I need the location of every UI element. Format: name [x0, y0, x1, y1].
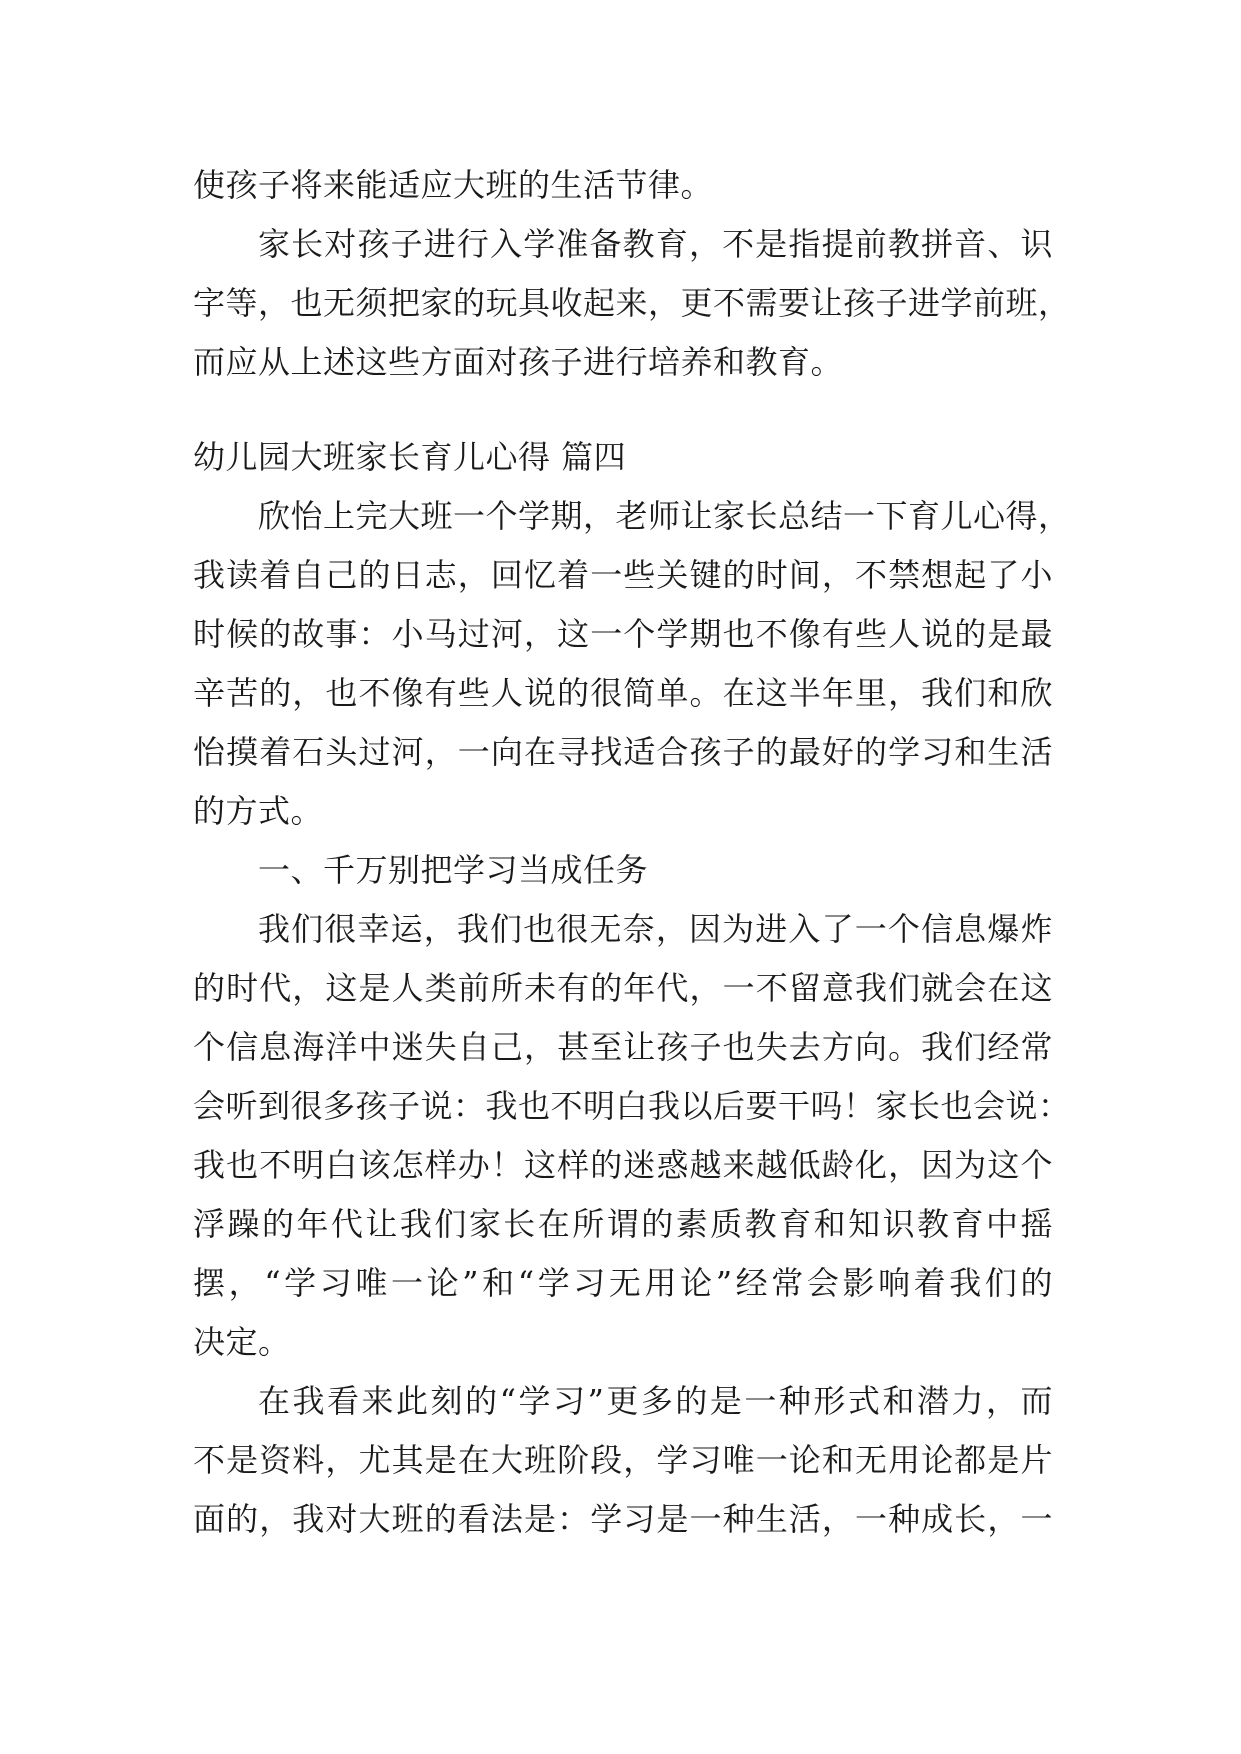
paragraph-line: 我们很幸运，我们也很无奈，因为进入了一个信息爆炸: [258, 910, 1053, 948]
paragraph-line: 欣怡上完大班一个学期，老师让家长总结一下育儿心得，: [258, 497, 1071, 535]
section-heading: 幼儿园大班家长育儿心得 篇四: [193, 438, 627, 476]
paragraph-line: 不是资料，尤其是在大班阶段，学习唯一论和无用论都是片: [193, 1441, 1053, 1479]
paragraph-line: 怡摸着石头过河，一向在寻找适合孩子的最好的学习和生活: [193, 733, 1053, 771]
paragraph-line: 我也不明白该怎样办！这样的迷惑越来越低龄化，因为这个: [193, 1146, 1053, 1184]
paragraph-line: 家长对孩子进行入学准备教育，不是指提前教拼音、识: [258, 225, 1053, 263]
paragraph-line: 的时代，这是人类前所未有的年代，一不留意我们就会在这: [193, 969, 1053, 1007]
paragraph-line: 会听到很多孩子说：我也不明白我以后要干吗！家长也会说：: [193, 1087, 1071, 1125]
paragraph-line: 面的，我对大班的看法是：学习是一种生活，一种成长，一: [193, 1500, 1053, 1538]
paragraph-line: 在我看来此刻的“学习”更多的是一种形式和潜力，而: [258, 1382, 1053, 1420]
paragraph-line: 浮躁的年代让我们家长在所谓的素质教育和知识教育中摇: [193, 1205, 1053, 1243]
paragraph-line: 我读着自己的日志，回忆着一些关键的时间，不禁想起了小: [193, 556, 1053, 594]
paragraph-line: 的方式。: [193, 792, 324, 830]
paragraph-line: 时候的故事：小马过河，这一个学期也不像有些人说的是最: [193, 615, 1053, 653]
paragraph-line: 个信息海洋中迷失自己，甚至让孩子也失去方向。我们经常: [193, 1028, 1053, 1066]
paragraph-line: 辛苦的，也不像有些人说的很简单。在这半年里，我们和欣: [193, 674, 1053, 712]
paragraph-line: 决定。: [193, 1323, 291, 1361]
paragraph-line: 使孩子将来能适应大班的生活节律。: [193, 166, 714, 204]
paragraph-line: 摆，“学习唯一论”和“学习无用论”经常会影响着我们的: [193, 1264, 1053, 1302]
subsection-heading: 一、千万别把学习当成任务: [258, 851, 649, 889]
paragraph-line: 字等，也无须把家的玩具收起来，更不需要让孩子进学前班，: [193, 284, 1071, 322]
paragraph-line: 而应从上述这些方面对孩子进行培养和教育。: [193, 343, 844, 381]
